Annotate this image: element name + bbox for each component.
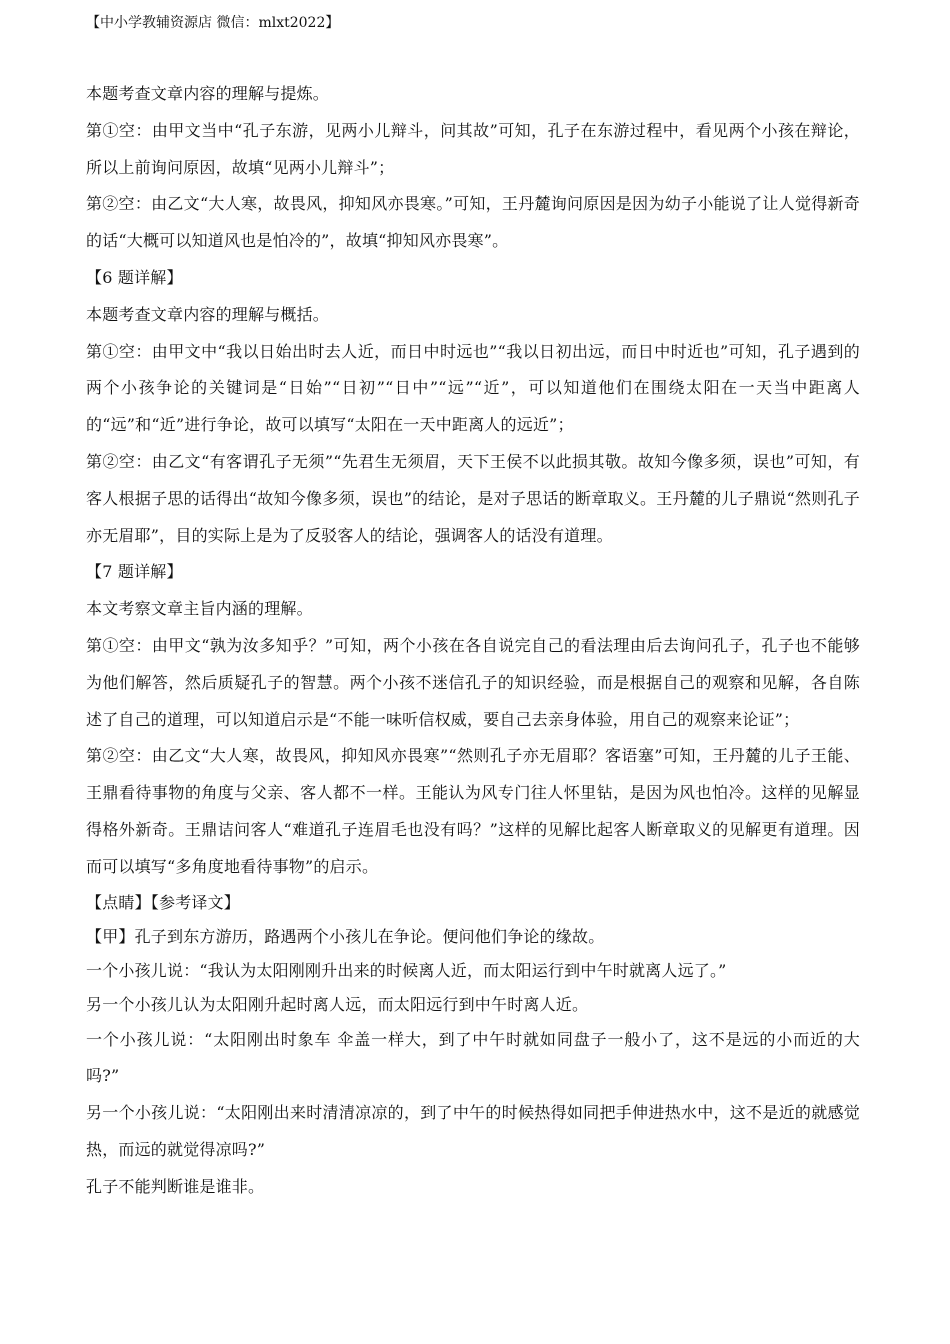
- paragraph-q6-intro: 本题考查文章内容的理解与概括。: [86, 304, 330, 324]
- section-heading-q7: 【7 题详解】: [86, 562, 183, 582]
- paragraph-q7-blank2: 第②空：由乙文“大人寒，故畏风，抑知风亦畏寒”“然则孔子亦无眉耶？客语塞”可知，王丹麓的儿子王能、王鼎看待事物的角度与父亲、客人都不一样。王能认为风专门往人怀里钻，是因为风也怕冷。这样的见解显得格外新奇。王鼎诘问客人“难道孔子连眉毛也没有吗？”这样的见解比起客人断章取义的见解更有道理。因而可以填写“多角度地看待事物”的启示。: [86, 746, 860, 876]
- paragraph-q7-blank1: 第①空：由甲文“孰为汝多知乎？”可知，两个小孩在各自说完自己的看法理由后去询问孔子，孔子也不能够为他们解答，然后质疑孔子的智慧。两个小孩不迷信孔子的知识经验，而是根据自己的观察和见解，各自陈述了自己的道理，可以知道启示是“不能一味听信权威，要自己去亲身体验，用自己的观察来论证”；: [86, 635, 860, 729]
- paragraph-q5-blank1: 第①空：由甲文当中“孔子东游，见两小儿辩斗，问其故”可知，孔子在东游过程中，看见两个小孩在辩论，所以上前询问原因，故填“见两小儿辩斗”；: [86, 120, 860, 177]
- section-heading-translation: 【点睛】【参考译文】: [86, 892, 241, 912]
- translation-line-3: 另一个小孩儿认为太阳刚升起时离人远，而太阳远行到中午时离人近。: [86, 994, 589, 1014]
- translation-line-1: 【甲】孔子到东方游历，路遇两个小孩儿在争论。便问他们争论的缘故。: [86, 926, 605, 946]
- translation-line-2: 一个小孩儿说：“我认为太阳刚刚升出来的时候离人近，而太阳运行到中午时就离人远了。”: [86, 960, 727, 980]
- document-body: [86, 76, 860, 1206]
- paragraph-q6-blank2: 第②空：由乙文“有客谓孔子无须”“先君生无须眉，天下王侯不以此损其敬。故知今像多须，误也”可知，有客人根据子思的话得出“故知今像多须，误也”的结论，是对子思话的断章取义。王丹麓的儿子鼎说“然则孔子亦无眉耶”，目的实际上是为了反驳客人的结论，强调客人的话没有道理。: [86, 451, 860, 545]
- section-heading-q6: 【6 题详解】: [86, 267, 183, 287]
- page-header: 【中小学教辅资源店 微信：mlxt2022】: [86, 15, 340, 31]
- translation-line-6: 孔子不能判断谁是谁非。: [86, 1176, 265, 1196]
- paragraph-q5-blank2: 第②空：由乙文“大人寒，故畏风，抑知风亦畏寒。”可知，王丹麓询问原因是因为幼子小能说了让人觉得新奇的话“大概可以知道风也是怕冷的”，故填“抑知风亦畏寒”。: [86, 194, 860, 251]
- paragraph-q5-intro: 本题考查文章内容的理解与提炼。: [86, 84, 330, 103]
- paragraph-q6-blank1: 第①空：由甲文中“我以日始出时去人近，而日中时远也”“我以日初出远，而日中时近也”可知，孔子遇到的两个小孩争论的关键词是“日始”“日初”“日中”“远”“近”，可以知道他们在围绕太阳在一天当中距离人的“远”和“近”进行争论，故可以填写“太阳在一天中距离人的远近”；: [86, 341, 860, 435]
- paragraph-q7-intro: 本文考察文章主旨内涵的理解。: [86, 599, 313, 619]
- translation-line-5: 另一个小孩儿说：“太阳刚出来时清清凉凉的，到了中午的时候热得如同把手伸进热水中，这不是近的就感觉热，而远的就觉得凉吗?”: [86, 1103, 860, 1159]
- translation-line-4: 一个小孩儿说：“太阳刚出时象车 伞盖一样大，到了中午时就如同盘子一般小了，这不是远的小而近的大吗?”: [86, 1029, 860, 1086]
